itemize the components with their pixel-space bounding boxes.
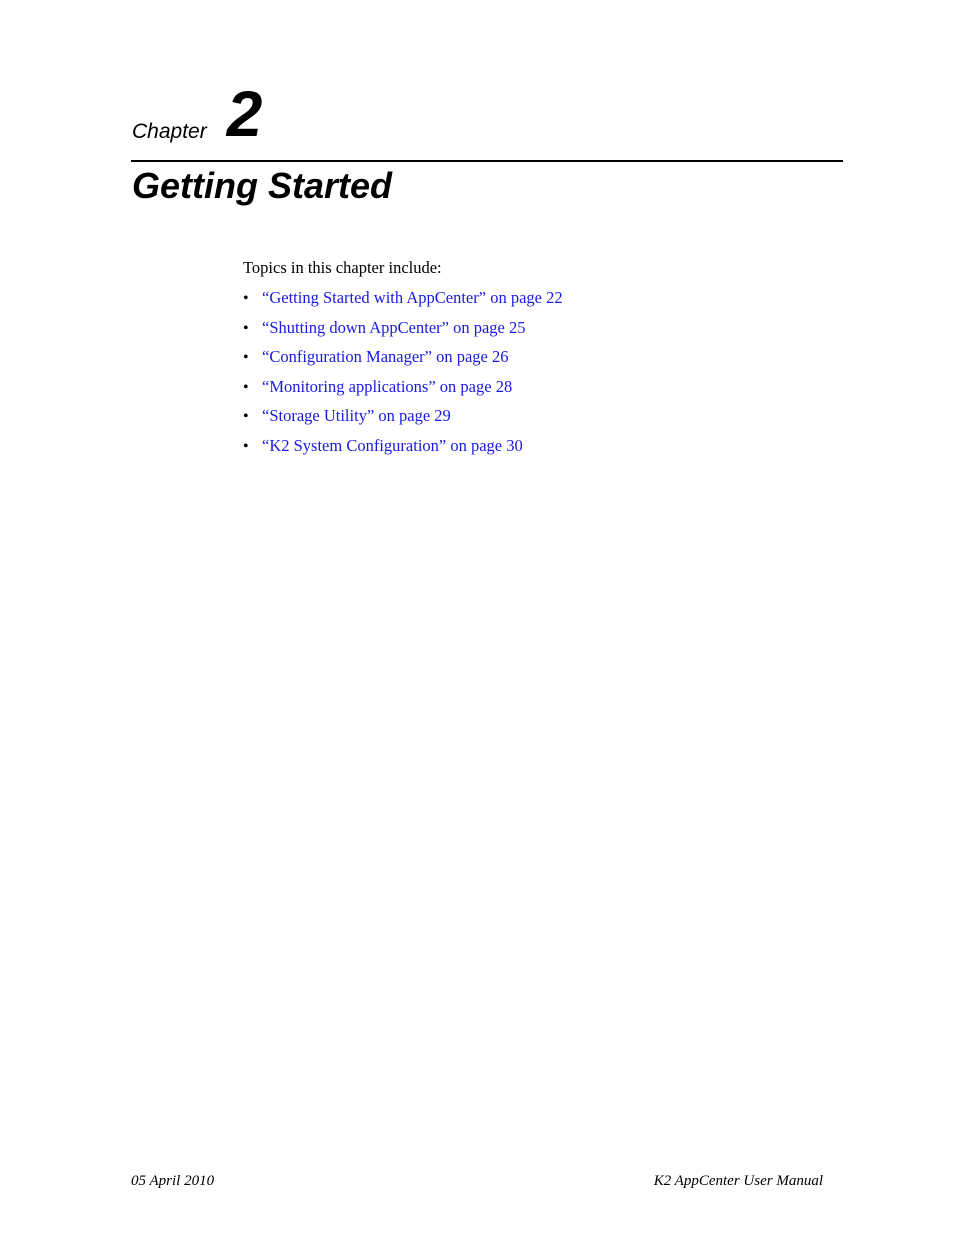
chapter-header <box>132 78 263 150</box>
topics-intro: Topics in this chapter include: <box>243 258 442 277</box>
list-item <box>243 288 563 318</box>
list-item <box>243 436 563 466</box>
footer-date: 05 April 2010 <box>131 1173 215 1189</box>
list-item <box>243 377 563 407</box>
bullet-icon: • <box>243 437 249 455</box>
bullet-icon: • <box>243 319 249 337</box>
bullet-icon: • <box>243 408 249 426</box>
chapter-label: Chapter <box>132 120 207 143</box>
list-item <box>243 347 563 377</box>
topic-link-storage-utility[interactable]: “Storage Utility” on page 29 <box>262 406 451 426</box>
bullet-icon: • <box>243 349 249 367</box>
topic-link-configuration-manager[interactable]: “Configuration Manager” on page 26 <box>262 347 509 367</box>
topic-link-monitoring-applications[interactable]: “Monitoring applications” on page 28 <box>262 376 513 396</box>
topic-link-shutting-down[interactable]: “Shutting down AppCenter” on page 25 <box>262 317 526 337</box>
topic-link-getting-started[interactable]: “Getting Started with AppCenter” on page 22 <box>262 288 563 307</box>
chapter-number: 2 <box>226 78 263 150</box>
list-item <box>243 318 563 348</box>
bullet-icon: • <box>243 290 249 307</box>
topic-link-k2-system-configuration[interactable]: “K2 System Configuration” on page 30 <box>262 435 523 455</box>
topic-list <box>243 288 563 466</box>
list-item <box>243 406 563 436</box>
bullet-icon: • <box>243 378 249 396</box>
chapter-title: Getting Started <box>132 165 393 206</box>
footer-manual-title: K2 AppCenter User Manual <box>653 1173 823 1189</box>
chapter-divider <box>131 160 843 162</box>
